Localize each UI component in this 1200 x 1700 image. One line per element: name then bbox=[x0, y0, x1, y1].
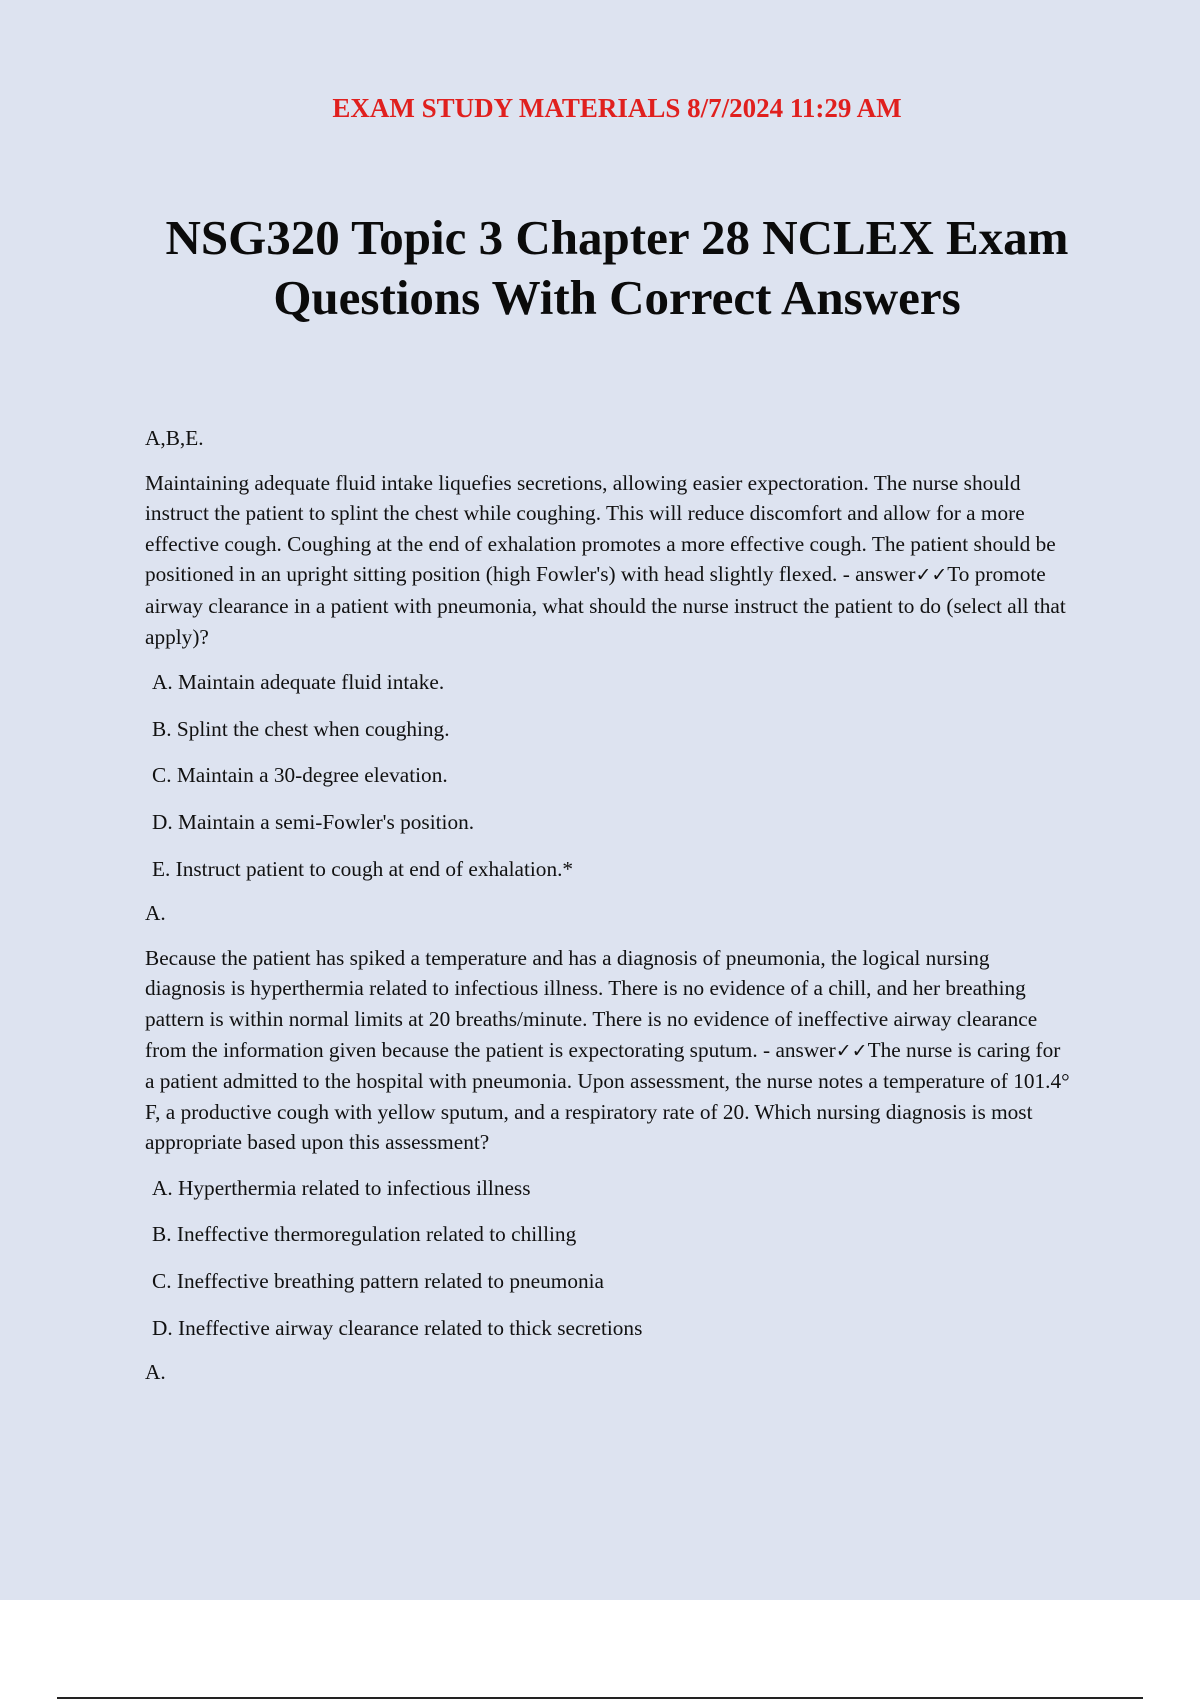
rationale-text: Maintaining adequate fluid intake liquefies secretions, allowing easier expectoration. The nurse should instruct the patient to splint the chest while coughing. This will reduce discomfort and allow for a more effective cough. Coughing at the end of exhalation promotes a more effective cough. The patient should be positioned in an upright sitting position (high Fowler's) with head slightly flexed. - answer bbox=[145, 470, 1056, 587]
checkmark-icon: ✓✓ bbox=[835, 1039, 868, 1062]
answer-key: A. bbox=[145, 901, 166, 926]
question-text: To promote airway clearance in a patient with pneumonia, what should the nurse instruct the patient to do (select all that apply)? bbox=[145, 562, 1066, 649]
footer-divider bbox=[57, 1697, 1143, 1699]
answer-options bbox=[145, 1173, 1075, 1343]
option-item: D. Ineffective airway clearance related to thick secretions bbox=[152, 1315, 643, 1340]
option-item: A. Hyperthermia related to infectious illness bbox=[152, 1175, 531, 1200]
rationale-and-question bbox=[145, 468, 1075, 653]
rationale-and-question bbox=[145, 943, 1075, 1158]
document-title: NSG320 Topic 3 Chapter 28 NCLEX Exam Questions With Correct Answers bbox=[165, 210, 1069, 325]
option-item: C. Ineffective breathing pattern related to pneumonia bbox=[152, 1269, 604, 1294]
option-item: B. Ineffective thermoregulation related to chilling bbox=[152, 1222, 577, 1247]
answer-options bbox=[145, 667, 1075, 884]
option-item: B. Splint the chest when coughing. bbox=[152, 716, 450, 741]
questions-content bbox=[145, 423, 1075, 1402]
option-item: D. Maintain a semi-Fowler's position. bbox=[152, 809, 475, 834]
option-item: A. Maintain adequate fluid intake. bbox=[152, 670, 445, 695]
rationale-text: Because the patient has spiked a temperature and has a diagnosis of pneumonia, the logical nursing diagnosis is hyperthermia related to infectious illness. There is no evidence of a chill, and her breathing pattern is within normal limits at 20 breaths/minute. There is no evidence of ineffective airway clearance from the information given because the patient is expectorating sputum. - answer bbox=[145, 945, 1038, 1062]
checkmark-icon: ✓✓ bbox=[915, 564, 948, 587]
option-item: E. Instruct patient to cough at end of exhalation.* bbox=[152, 856, 574, 881]
question-text: The nurse is caring for a patient admitted to the hospital with pneumonia. Upon assessment, the nurse notes a temperature of 101.4° F, a productive cough with yellow sputum, and a respiratory rate of 20. Which nursing diagnosis is most appropriate based upon this assessment? bbox=[145, 1037, 1070, 1155]
option-item: C. Maintain a 30-degree elevation. bbox=[152, 763, 448, 788]
answer-key: A. bbox=[145, 1360, 166, 1385]
exam-header-stamp: EXAM STUDY MATERIALS 8/7/2024 11:29 AM bbox=[332, 93, 902, 123]
answer-key: A,B,E. bbox=[145, 426, 204, 450]
